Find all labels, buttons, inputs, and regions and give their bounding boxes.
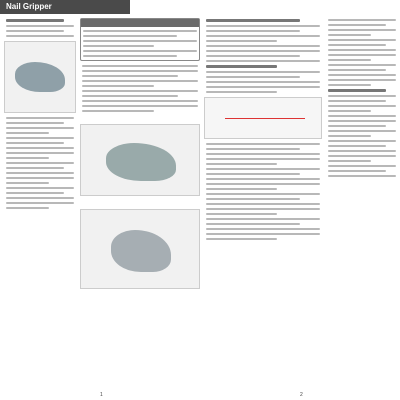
figure-1-caption (80, 115, 200, 120)
text-line (6, 132, 49, 134)
text-line (6, 192, 64, 194)
text-line (82, 100, 198, 102)
text-line (82, 90, 198, 92)
text-line (206, 163, 277, 165)
text-line (6, 207, 49, 209)
text-line (82, 110, 154, 112)
device-shape (106, 143, 176, 181)
column-2 (80, 16, 200, 392)
subheading (206, 65, 277, 68)
text-line (206, 158, 320, 160)
text-line (206, 143, 320, 145)
text-line (83, 30, 197, 32)
text-line (6, 147, 74, 149)
text-line (6, 137, 74, 139)
text-line (6, 25, 74, 27)
column-3 (204, 16, 322, 392)
text-line (82, 75, 178, 77)
text-line (6, 30, 64, 32)
text-line (206, 81, 320, 83)
text-line (206, 228, 320, 230)
text-line (82, 70, 198, 72)
text-line (206, 40, 277, 42)
text-line (328, 44, 386, 46)
text-line (206, 238, 277, 240)
text-line (83, 55, 177, 57)
text-line (206, 218, 320, 220)
text-line (328, 170, 386, 172)
text-line (328, 84, 371, 86)
text-line (328, 140, 396, 142)
column-4 (326, 16, 398, 392)
text-line (328, 95, 396, 97)
text-line (206, 178, 320, 180)
device-diagram-2 (80, 209, 200, 289)
text-line (206, 35, 320, 37)
text-line (6, 117, 74, 119)
text-line (328, 100, 386, 102)
text-line (328, 24, 386, 26)
text-line (83, 50, 197, 52)
text-line (328, 29, 396, 31)
device-shape (111, 230, 171, 272)
text-line (328, 120, 396, 122)
text-line (328, 79, 396, 81)
text-line (206, 86, 320, 88)
text-line (206, 55, 300, 57)
text-line (206, 233, 320, 235)
text-line (82, 85, 154, 87)
text-line (6, 202, 74, 204)
text-line (328, 175, 396, 177)
text-line (328, 125, 386, 127)
text-line (6, 167, 64, 169)
text-line (206, 50, 320, 52)
top-header-bar (0, 0, 400, 14)
text-line (328, 49, 396, 51)
text-line (206, 30, 300, 32)
text-line (328, 150, 396, 152)
warning-box (80, 18, 200, 61)
text-line (6, 187, 74, 189)
text-line (206, 153, 320, 155)
page-number-right: 2 (300, 392, 303, 398)
text-line (328, 64, 396, 66)
text-line (206, 208, 320, 210)
col1-heading (6, 19, 64, 22)
text-line (6, 152, 74, 154)
text-line (328, 59, 371, 61)
text-line (328, 135, 371, 137)
device-shape (15, 62, 65, 92)
laser-line (225, 118, 305, 119)
text-line (6, 127, 74, 129)
text-line (328, 69, 386, 71)
text-line (6, 142, 64, 144)
text-line (82, 80, 198, 82)
text-line (206, 173, 300, 175)
text-line (206, 60, 320, 62)
text-line (206, 45, 320, 47)
text-line (328, 145, 386, 147)
text-line (328, 105, 396, 107)
text-line (328, 115, 396, 117)
text-line (328, 130, 396, 132)
product-title: Nail Gripper (0, 0, 130, 14)
text-line (83, 45, 154, 47)
warning-title (81, 19, 199, 27)
text-line (328, 165, 396, 167)
subheading (328, 89, 386, 92)
text-line (6, 122, 64, 124)
text-line (206, 71, 320, 73)
text-line (328, 155, 396, 157)
page-number-left: 1 (100, 392, 103, 398)
text-line (6, 197, 74, 199)
device-image-top (4, 41, 76, 113)
text-line (206, 183, 320, 185)
text-line (6, 172, 74, 174)
text-line (206, 188, 277, 190)
text-line (328, 19, 396, 21)
text-line (206, 148, 300, 150)
text-line (82, 105, 198, 107)
figure-2-caption (80, 200, 200, 205)
usage-illustration (204, 97, 322, 139)
text-line (6, 162, 74, 164)
text-line (83, 40, 197, 42)
text-line (328, 160, 371, 162)
text-line (328, 110, 371, 112)
text-line (328, 39, 396, 41)
text-line (206, 193, 320, 195)
text-line (6, 35, 74, 37)
text-line (206, 198, 300, 200)
header-spacer (130, 0, 400, 14)
text-line (6, 177, 74, 179)
text-line (206, 213, 277, 215)
text-line (206, 223, 300, 225)
col3-heading (206, 19, 300, 22)
text-line (6, 157, 49, 159)
text-line (82, 65, 198, 67)
text-line (206, 168, 320, 170)
text-line (206, 25, 320, 27)
column-1 (4, 16, 76, 392)
text-line (206, 91, 277, 93)
text-line (328, 34, 371, 36)
text-line (328, 74, 396, 76)
text-line (206, 76, 300, 78)
text-line (328, 54, 396, 56)
text-line (206, 203, 320, 205)
device-diagram-1 (80, 124, 200, 196)
text-line (83, 35, 177, 37)
text-line (6, 182, 49, 184)
text-line (82, 95, 178, 97)
